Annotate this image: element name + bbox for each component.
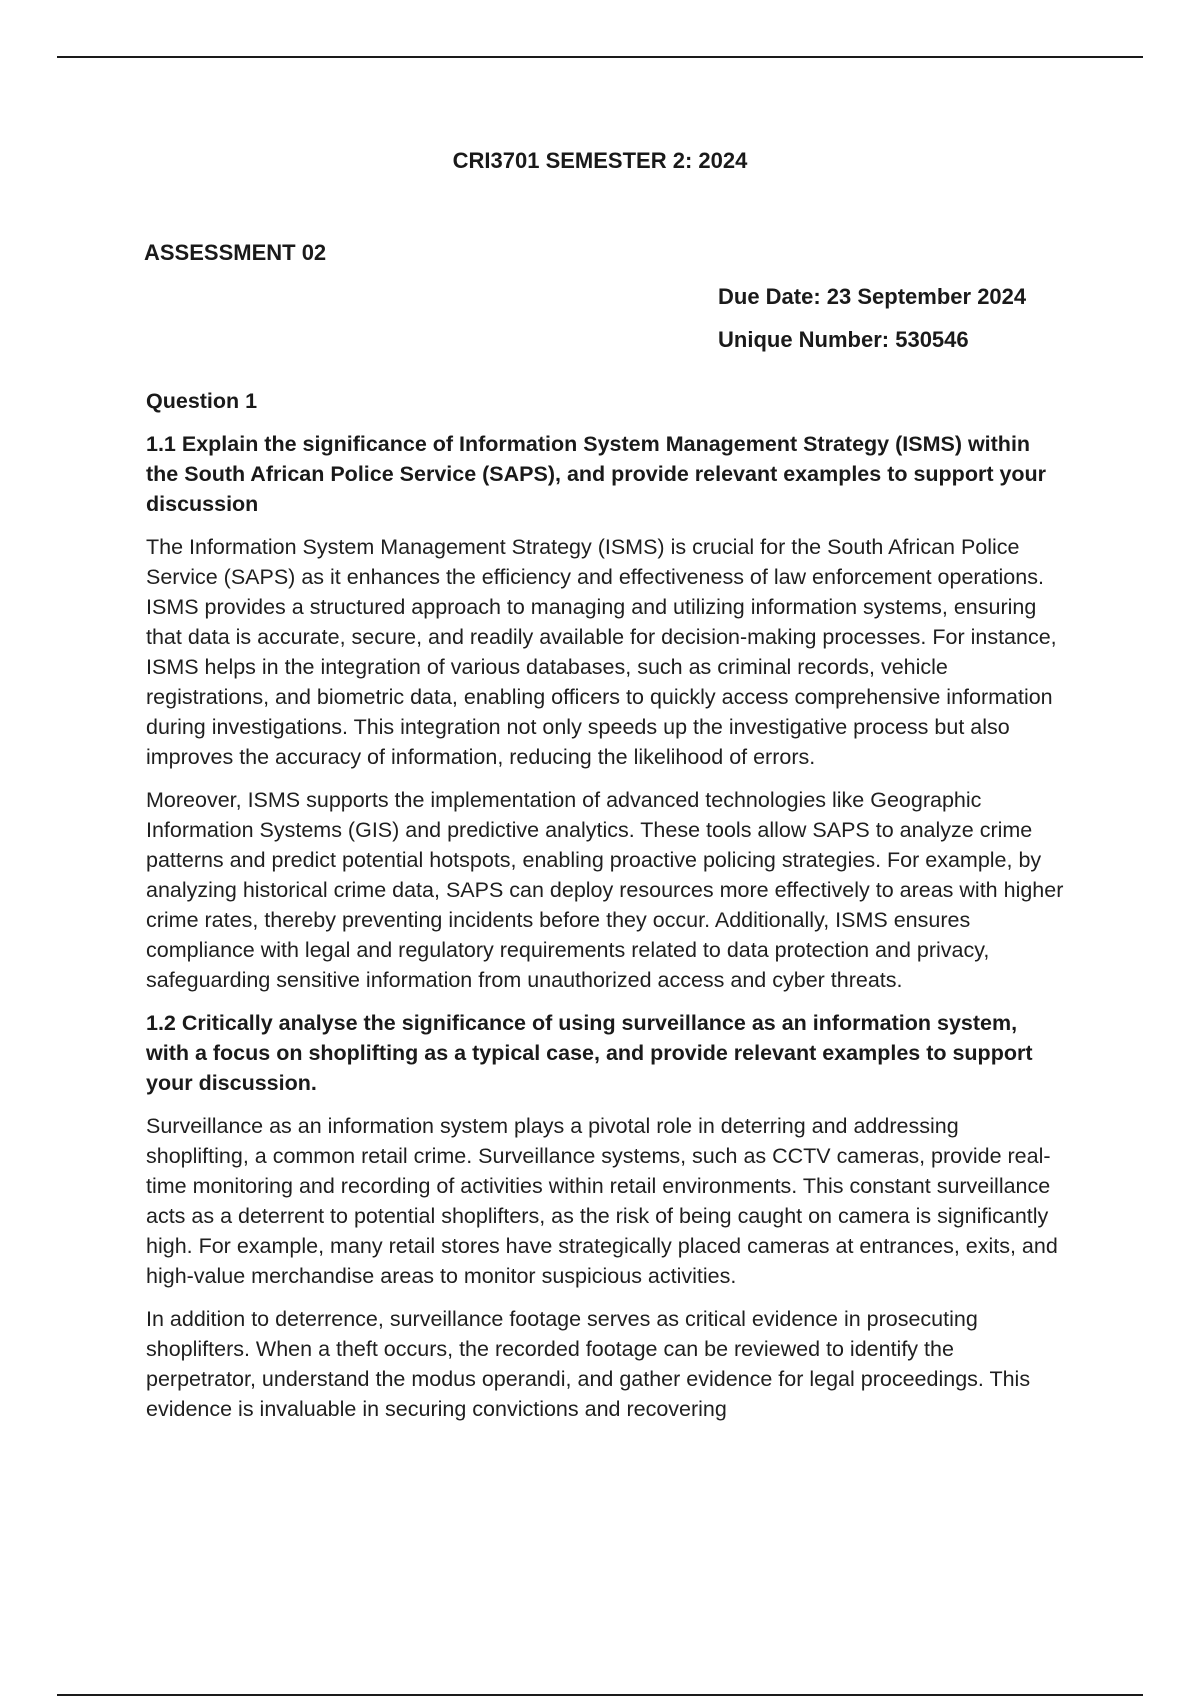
course-title: CRI3701 SEMESTER 2: 2024	[452, 148, 748, 173]
question-1-2-paragraph-1: Surveillance as an information system plays a pivotal role in deterring and addressing shoplifting, a common retail crime. Surveillance systems, such as CCTV cameras, provide real-time monitoring and recording of activities within retail environments. This constant surveillance acts as a deterrent to potential shoplifters, as the risk of being caught on camera is significantly high. For example, many retail stores have strategically placed cameras at entrances, exits, and high-value merchandise areas to monitor suspicious activities.	[146, 1114, 1058, 1288]
question-1-2-paragraph-2: In addition to deterrence, surveillance footage serves as critical evidence in prosecuting shoplifters. When a theft occurs, the recorded footage can be reviewed to identify the perpetrator, understand the modus operandi, and gather evidence for legal proceedings. This evidence is invaluable in securing convictions and recovering	[146, 1307, 1031, 1421]
document-body	[146, 386, 1066, 1437]
question-1-1-paragraph-1: The Information System Management Strategy (ISMS) is crucial for the South African Police Service (SAPS) as it enhances the efficiency and effectiveness of law enforcement operations. ISMS provides a structured approach to managing and utilizing information systems, ensuring that data is accurate, secure, and readily available for decision-making processes. For instance, ISMS helps in the integration of various databases, such as criminal records, vehicle registrations, and biometric data, enabling officers to quickly access comprehensive information during investigations. This integration not only speeds up the investigative process but also improves the accuracy of information, reducing the likelihood of errors.	[146, 535, 1057, 769]
question-1-2-heading: 1.2 Critically analyse the significance of using surveillance as an information system, with a focus on shoplifting as a typical case, and provide relevant examples to support your discussion.	[146, 1011, 1033, 1095]
bottom-rule	[57, 1694, 1143, 1696]
unique-number: Unique Number: 530546	[718, 327, 969, 352]
top-rule	[57, 56, 1143, 58]
assessment-title: ASSESSMENT 02	[144, 240, 327, 265]
due-date: Due Date: 23 September 2024	[718, 284, 1027, 309]
question-1-1-paragraph-2: Moreover, ISMS supports the implementation of advanced technologies like Geographic Information Systems (GIS) and predictive analytics. These tools allow SAPS to analyze crime patterns and predict potential hotspots, enabling proactive policing strategies. For example, by analyzing historical crime data, SAPS can deploy resources more effectively to areas with higher crime rates, thereby preventing incidents before they occur. Additionally, ISMS ensures compliance with legal and regulatory requirements related to data protection and privacy, safeguarding sensitive information from unauthorized access and cyber threats.	[146, 788, 1064, 992]
question-1-1-heading: 1.1 Explain the significance of Information System Management Strategy (ISMS) within the South African Police Service (SAPS), and provide relevant examples to support your discussion	[146, 432, 1047, 516]
question-heading: Question 1	[146, 389, 258, 413]
